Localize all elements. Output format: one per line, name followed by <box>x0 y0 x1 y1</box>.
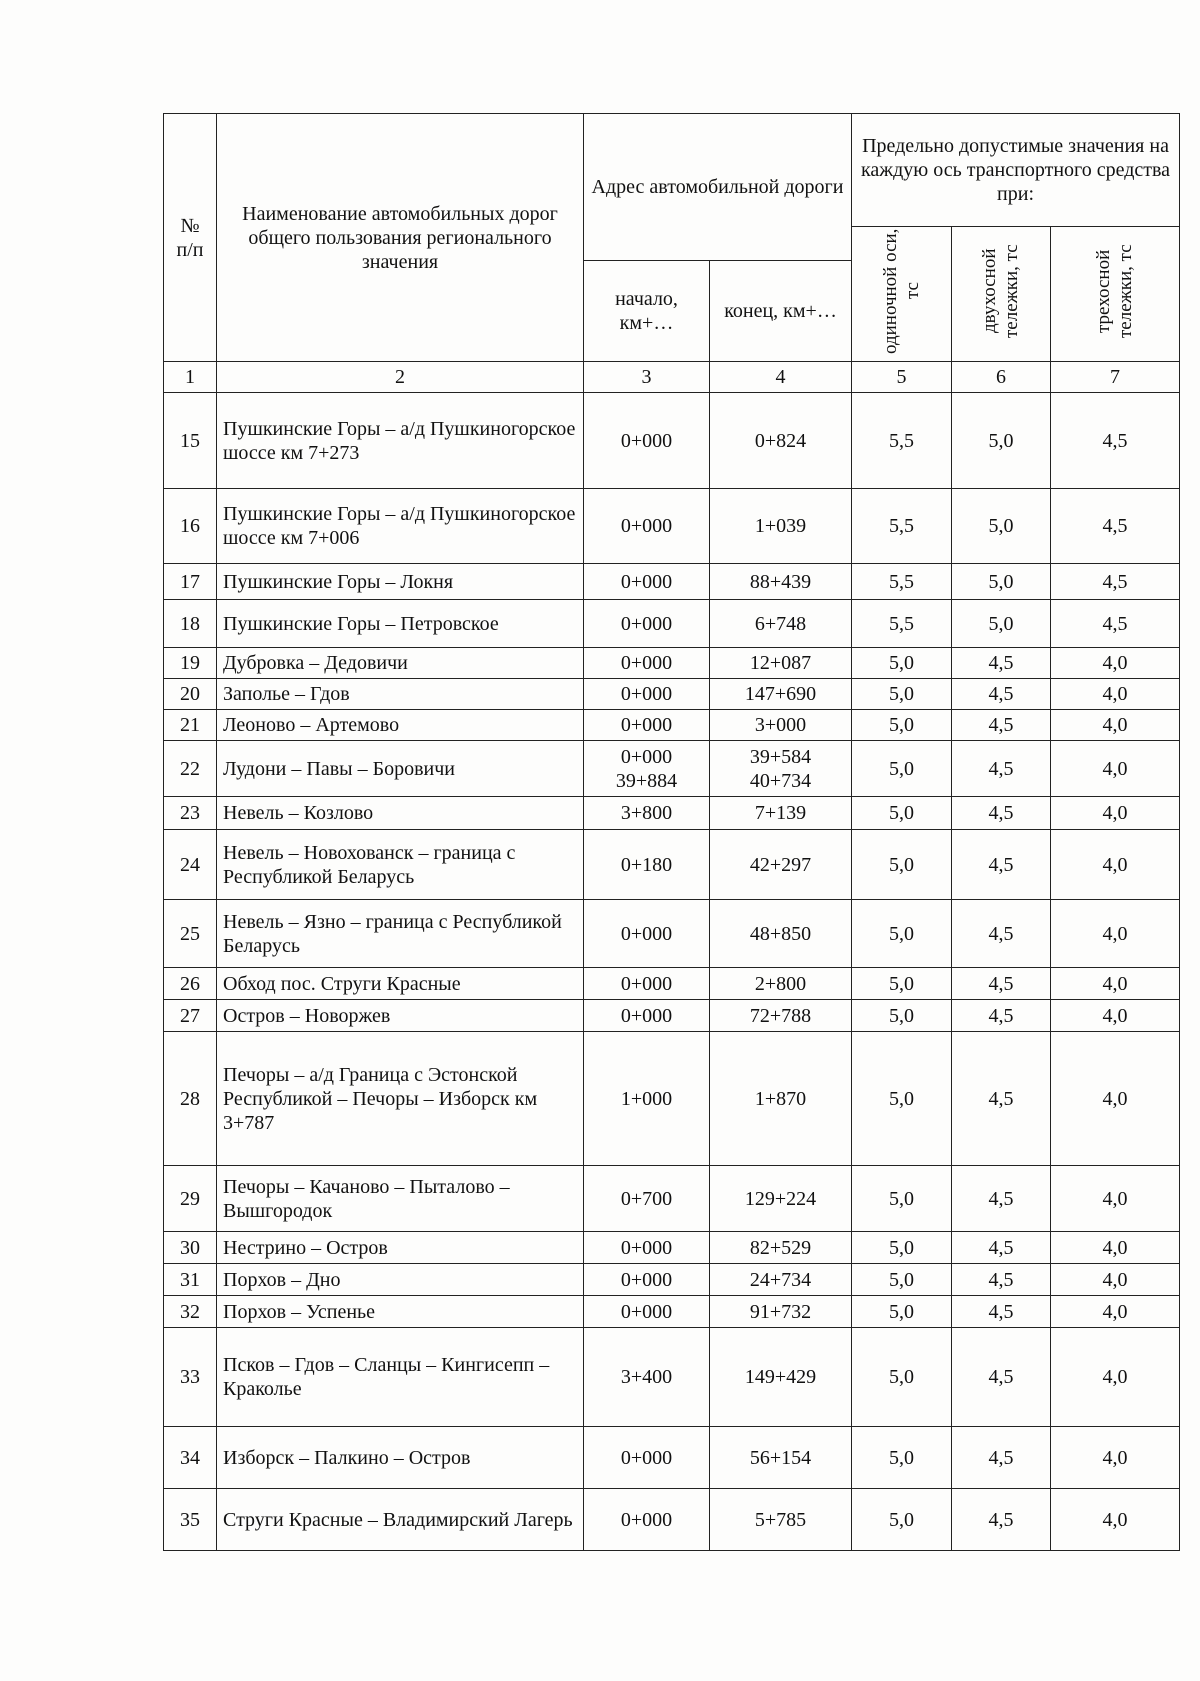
address-start: 0+000 <box>584 393 710 489</box>
address-end: 42+297 <box>710 830 852 900</box>
limit-single-value: 5,0 <box>852 1264 952 1296</box>
limit-single-value: 5,0 <box>852 1000 952 1032</box>
column-number: 2 <box>217 362 584 393</box>
limit-triple-value: 4,0 <box>1051 1489 1180 1551</box>
limit-double-value: 4,5 <box>952 741 1051 797</box>
row-number: 25 <box>164 900 217 968</box>
row-number: 35 <box>164 1489 217 1551</box>
address-start: 3+800 <box>584 797 710 830</box>
table-row <box>164 393 1180 489</box>
limit-double-value: 4,5 <box>952 1427 1051 1489</box>
table-row <box>164 710 1180 741</box>
header-road-name: Наименование автомобильных дорог общего пользования регионального значения <box>217 114 584 362</box>
address-start: 0+000 <box>584 968 710 1000</box>
limit-triple-value: 4,0 <box>1051 830 1180 900</box>
column-number: 6 <box>952 362 1051 393</box>
table-row <box>164 1032 1180 1166</box>
road-name: Лудони – Павы – Боровичи <box>217 741 584 797</box>
road-name: Порхов – Дно <box>217 1264 584 1296</box>
limit-triple-value: 4,5 <box>1051 600 1180 648</box>
limit-triple-value: 4,5 <box>1051 489 1180 564</box>
limit-single-value: 5,5 <box>852 564 952 600</box>
header-limit-triple-label: трехосной тележки, тс <box>1093 244 1137 338</box>
row-number: 16 <box>164 489 217 564</box>
limit-double-value: 4,5 <box>952 1328 1051 1427</box>
address-end: 3+000 <box>710 710 852 741</box>
limit-double-value: 4,5 <box>952 968 1051 1000</box>
header-limit-double-label: двухосной тележки, тс <box>979 244 1023 338</box>
address-start: 0+000 <box>584 1232 710 1264</box>
limit-single-value: 5,5 <box>852 489 952 564</box>
limit-single-value: 5,0 <box>852 1296 952 1328</box>
road-name: Псков – Гдов – Сланцы – Кингисепп – Краколье <box>217 1328 584 1427</box>
limit-triple-value: 4,0 <box>1051 797 1180 830</box>
limit-triple-value: 4,0 <box>1051 1000 1180 1032</box>
limit-double-value: 4,5 <box>952 1232 1051 1264</box>
limit-triple-value: 4,0 <box>1051 741 1180 797</box>
address-start: 0+000 <box>584 1264 710 1296</box>
limit-single-value: 5,5 <box>852 393 952 489</box>
row-number: 26 <box>164 968 217 1000</box>
column-number-row <box>164 362 1180 393</box>
address-end-segment: 39+584 <box>749 745 812 768</box>
road-name: Нестрино – Остров <box>217 1232 584 1264</box>
limit-triple-value: 4,0 <box>1051 1232 1180 1264</box>
row-number: 30 <box>164 1232 217 1264</box>
table-row <box>164 1264 1180 1296</box>
limit-double-value: 4,5 <box>952 830 1051 900</box>
header-limit-single <box>852 227 952 362</box>
row-number: 22 <box>164 741 217 797</box>
address-end: 0+824 <box>710 393 852 489</box>
address-end: 2+800 <box>710 968 852 1000</box>
road-name: Пушкинские Горы – а/д Пушкиногорское шоссе км 7+273 <box>217 393 584 489</box>
row-number: 29 <box>164 1166 217 1232</box>
row-number: 20 <box>164 679 217 710</box>
limit-triple-value: 4,0 <box>1051 648 1180 679</box>
limit-double-value: 5,0 <box>952 600 1051 648</box>
road-name: Изборск – Палкино – Остров <box>217 1427 584 1489</box>
header-address-end: конец, км+… <box>710 261 852 362</box>
limit-double-value: 5,0 <box>952 393 1051 489</box>
row-number: 17 <box>164 564 217 600</box>
limit-triple-value: 4,0 <box>1051 900 1180 968</box>
address-start: 0+000 <box>584 1489 710 1551</box>
limit-double-value: 4,5 <box>952 710 1051 741</box>
table-row <box>164 679 1180 710</box>
road-name: Дубровка – Дедовичи <box>217 648 584 679</box>
address-end: 91+732 <box>710 1296 852 1328</box>
road-name: Остров – Новоржев <box>217 1000 584 1032</box>
limit-double-value: 4,5 <box>952 679 1051 710</box>
address-end: 6+748 <box>710 600 852 648</box>
column-number: 3 <box>584 362 710 393</box>
road-name: Заполье – Гдов <box>217 679 584 710</box>
road-name: Леоново – Артемово <box>217 710 584 741</box>
column-number: 7 <box>1051 362 1180 393</box>
address-start: 0+000 <box>584 564 710 600</box>
limit-triple-value: 4,0 <box>1051 1427 1180 1489</box>
table-row <box>164 1232 1180 1264</box>
header-limit-double <box>952 227 1051 362</box>
address-start: 0+000 <box>584 1296 710 1328</box>
address-end: 5+785 <box>710 1489 852 1551</box>
road-name: Обход пос. Струги Красные <box>217 968 584 1000</box>
limit-single-value: 5,0 <box>852 679 952 710</box>
table-row <box>164 830 1180 900</box>
limit-single-value: 5,0 <box>852 1489 952 1551</box>
row-number: 19 <box>164 648 217 679</box>
row-number: 28 <box>164 1032 217 1166</box>
table-row <box>164 1328 1180 1427</box>
limit-triple-value: 4,0 <box>1051 1166 1180 1232</box>
limit-triple-value: 4,0 <box>1051 1328 1180 1427</box>
road-name: Печоры – а/д Граница с Эстонской Республикой – Печоры – Изборск км 3+787 <box>217 1032 584 1166</box>
address-end: 1+039 <box>710 489 852 564</box>
limit-double-value: 4,5 <box>952 1000 1051 1032</box>
limit-single-value: 5,0 <box>852 1232 952 1264</box>
address-end: 12+087 <box>710 648 852 679</box>
address-end: 72+788 <box>710 1000 852 1032</box>
limit-single-value: 5,0 <box>852 968 952 1000</box>
table-row <box>164 1296 1180 1328</box>
table-row <box>164 600 1180 648</box>
header-limit-triple <box>1051 227 1180 362</box>
address-start-segment: 0+000 <box>620 745 673 768</box>
table-row <box>164 489 1180 564</box>
address-end: 149+429 <box>710 1328 852 1427</box>
road-name: Пушкинские Горы – а/д Пушкиногорское шоссе км 7+006 <box>217 489 584 564</box>
limit-double-value: 4,5 <box>952 1296 1051 1328</box>
address-end: 56+154 <box>710 1427 852 1489</box>
address-start-segment: 39+884 <box>615 769 678 792</box>
address-start: 3+400 <box>584 1328 710 1427</box>
address-start: 0+000 <box>584 900 710 968</box>
row-number: 34 <box>164 1427 217 1489</box>
address-start: 0+000 <box>584 1427 710 1489</box>
limit-triple-value: 4,5 <box>1051 393 1180 489</box>
road-name: Печоры – Качаново – Пыталово – Вышгородок <box>217 1166 584 1232</box>
row-number: 24 <box>164 830 217 900</box>
limit-single-value: 5,0 <box>852 1166 952 1232</box>
address-start: 1+000 <box>584 1032 710 1166</box>
limit-double-value: 4,5 <box>952 797 1051 830</box>
limit-triple-value: 4,0 <box>1051 710 1180 741</box>
address-end: 129+224 <box>710 1166 852 1232</box>
road-name: Струги Красные – Владимирский Лагерь <box>217 1489 584 1551</box>
table-row <box>164 797 1180 830</box>
road-name: Невель – Язно – граница с Республикой Беларусь <box>217 900 584 968</box>
header-limits-group: Предельно допустимые значения на каждую ось транспортного средства при: <box>852 114 1180 227</box>
address-start: 0+000 <box>584 679 710 710</box>
limit-single-value: 5,0 <box>852 741 952 797</box>
column-number: 4 <box>710 362 852 393</box>
header-address-group: Адрес автомобильной дороги <box>584 114 852 261</box>
address-end <box>710 741 852 797</box>
row-number: 23 <box>164 797 217 830</box>
limit-single-value: 5,0 <box>852 710 952 741</box>
column-number: 1 <box>164 362 217 393</box>
row-number: 21 <box>164 710 217 741</box>
address-start: 0+000 <box>584 648 710 679</box>
address-end: 48+850 <box>710 900 852 968</box>
road-name: Пушкинские Горы – Петровское <box>217 600 584 648</box>
address-end: 88+439 <box>710 564 852 600</box>
limit-triple-value: 4,0 <box>1051 1264 1180 1296</box>
address-start <box>584 741 710 797</box>
limit-single-value: 5,0 <box>852 1032 952 1166</box>
road-name: Невель – Новохованск – граница с Республикой Беларусь <box>217 830 584 900</box>
address-end: 7+139 <box>710 797 852 830</box>
row-number: 31 <box>164 1264 217 1296</box>
table-row <box>164 1427 1180 1489</box>
address-end: 1+870 <box>710 1032 852 1166</box>
header-limit-single-label: одиночной оси, тс <box>879 228 923 354</box>
limit-double-value: 4,5 <box>952 1166 1051 1232</box>
road-limits-table <box>163 113 1180 1551</box>
address-start: 0+000 <box>584 600 710 648</box>
address-end: 24+734 <box>710 1264 852 1296</box>
row-number: 33 <box>164 1328 217 1427</box>
limit-double-value: 4,5 <box>952 1032 1051 1166</box>
limit-single-value: 5,0 <box>852 648 952 679</box>
limit-double-value: 4,5 <box>952 1264 1051 1296</box>
header-number: № п/п <box>164 114 217 362</box>
limit-single-value: 5,0 <box>852 797 952 830</box>
address-start: 0+000 <box>584 1000 710 1032</box>
table-row <box>164 900 1180 968</box>
table-row <box>164 564 1180 600</box>
road-name: Порхов – Успенье <box>217 1296 584 1328</box>
limit-triple-value: 4,0 <box>1051 968 1180 1000</box>
table-row <box>164 741 1180 797</box>
limit-triple-value: 4,0 <box>1051 679 1180 710</box>
limit-double-value: 4,5 <box>952 1489 1051 1551</box>
table-row <box>164 1000 1180 1032</box>
road-name: Пушкинские Горы – Локня <box>217 564 584 600</box>
limit-single-value: 5,0 <box>852 1427 952 1489</box>
table-row <box>164 648 1180 679</box>
column-number: 5 <box>852 362 952 393</box>
row-number: 18 <box>164 600 217 648</box>
address-start: 0+180 <box>584 830 710 900</box>
limit-single-value: 5,0 <box>852 1328 952 1427</box>
limit-single-value: 5,5 <box>852 600 952 648</box>
row-number: 15 <box>164 393 217 489</box>
limit-double-value: 5,0 <box>952 564 1051 600</box>
address-end: 82+529 <box>710 1232 852 1264</box>
table-row <box>164 968 1180 1000</box>
limit-double-value: 5,0 <box>952 489 1051 564</box>
limit-triple-value: 4,0 <box>1051 1296 1180 1328</box>
limit-double-value: 4,5 <box>952 648 1051 679</box>
table-row <box>164 1489 1180 1551</box>
row-number: 27 <box>164 1000 217 1032</box>
limit-single-value: 5,0 <box>852 900 952 968</box>
header-row-1 <box>164 114 1180 227</box>
limit-triple-value: 4,0 <box>1051 1032 1180 1166</box>
table-row <box>164 1166 1180 1232</box>
address-start: 0+700 <box>584 1166 710 1232</box>
limit-single-value: 5,0 <box>852 830 952 900</box>
row-number: 32 <box>164 1296 217 1328</box>
address-start: 0+000 <box>584 710 710 741</box>
address-end: 147+690 <box>710 679 852 710</box>
header-address-start: начало, км+… <box>584 261 710 362</box>
address-end-segment: 40+734 <box>749 769 812 792</box>
limit-double-value: 4,5 <box>952 900 1051 968</box>
limit-triple-value: 4,5 <box>1051 564 1180 600</box>
address-start: 0+000 <box>584 489 710 564</box>
road-name: Невель – Козлово <box>217 797 584 830</box>
